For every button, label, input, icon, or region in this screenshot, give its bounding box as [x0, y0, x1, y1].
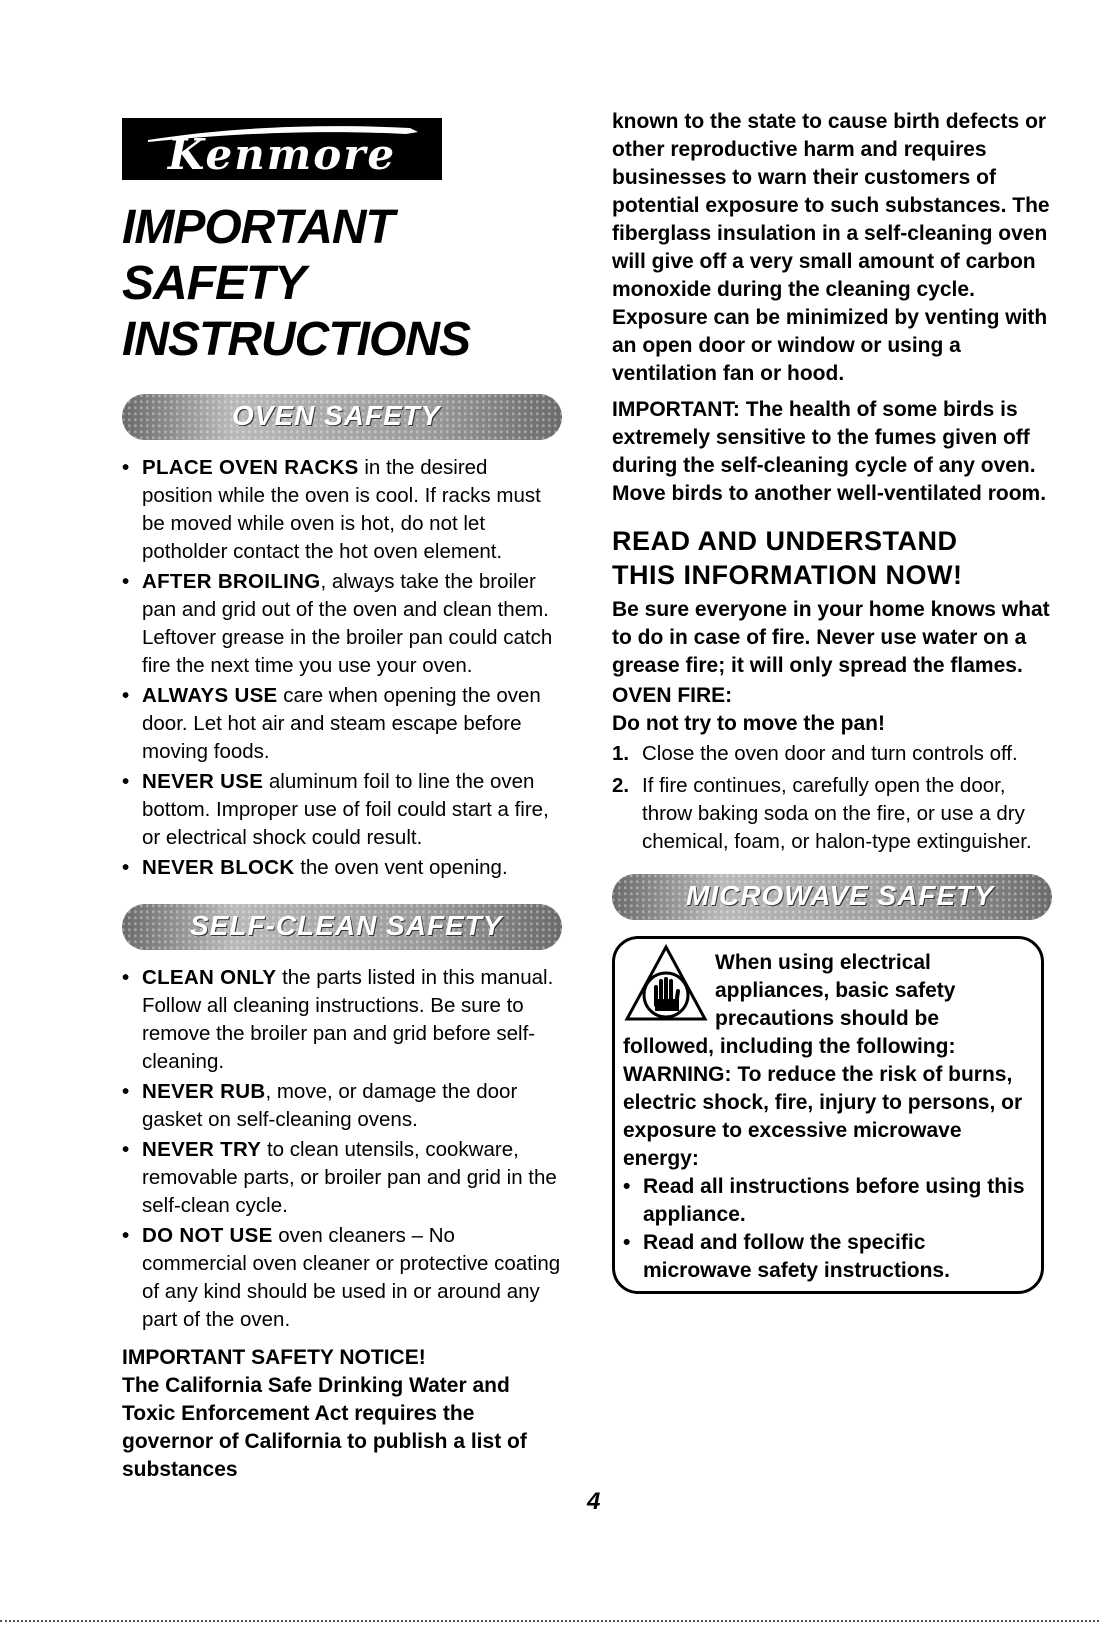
left-column: [122, 118, 562, 1484]
right-column: [612, 108, 1052, 1294]
california-notice-text: The California Safe Drinking Water and Toxic Enforcement Act requires the governor of California to publish a list of substances: [122, 1374, 527, 1481]
list-item: • NEVER BLOCK the oven vent opening.: [122, 854, 562, 882]
page-title: IMPORTANT SAFETY INSTRUCTIONS: [122, 201, 470, 366]
list-item: • ALWAYS USE care when opening the oven door. Let hot air and steam escape before moving foods.: [122, 682, 562, 766]
kenmore-logo: [122, 118, 442, 180]
list-item: • Read and follow the specific microwave safety instructions.: [623, 1229, 1027, 1285]
list-item: • NEVER TRY to clean utensils, cookware, removable parts, or broiler pan and grid in the self-clean cycle.: [122, 1136, 562, 1220]
self-clean-safety-list: [122, 964, 562, 1334]
oven-safety-list: [122, 454, 562, 882]
microwave-intro: When using electrical appliances, basic safety precautions should be followed, including the following:: [623, 951, 956, 1058]
list-item: 2. If fire continues, carefully open the door, throw baking soda on the fire, or use a dry chemical, foam, or halon-type extinguisher.: [612, 774, 1032, 853]
list-item: • PLACE OVEN RACKS in the desired position while the oven is cool. If racks must be moved while oven is hot, do not let potholder contact the hot oven element.: [122, 454, 562, 566]
microwave-warning: WARNING: To reduce the risk of burns, electric shock, fire, injury to persons, or exposure to excessive microwave energy:: [623, 1063, 1023, 1170]
self-clean-safety-banner: SELF-CLEAN SAFETY: [122, 904, 562, 950]
birds-notice: IMPORTANT: The health of some birds is extremely sensitive to the fumes given off during the self-cleaning cycle of any oven. Move birds to another well-ventilated room.: [612, 398, 1047, 505]
fire-intro: Be sure everyone in your home knows what to do in case of fire. Never use water on a grease fire; it will only spread the flames.: [612, 598, 1050, 677]
list-item: 1. Close the oven door and turn controls off.: [612, 742, 1018, 765]
logo-text: Kenmore: [167, 129, 397, 179]
list-item: • AFTER BROILING, always take the broiler pan and grid out of the oven and clean them. Leftover grease in the broiler pan could catch fire the next time you use your oven.: [122, 568, 562, 680]
fire-heading: READ AND UNDERSTAND THIS INFORMATION NOW!: [612, 526, 963, 590]
microwave-safety-banner: MICROWAVE SAFETY: [612, 874, 1052, 920]
list-item: • NEVER USE aluminum foil to line the oven bottom. Improper use of foil could start a fire, or electrical shock could result.: [122, 768, 562, 852]
list-item: • Read all instructions before using this appliance.: [623, 1173, 1027, 1229]
list-item: • CLEAN ONLY the parts listed in this manual. Follow all cleaning instructions. Be sure to remove the broiler pan and grid before self-cleaning.: [122, 964, 562, 1076]
safety-notice-title: IMPORTANT SAFETY NOTICE!: [122, 1346, 426, 1369]
logo-swoosh-icon: [148, 122, 418, 142]
oven-fire-label: OVEN FIRE:: [612, 684, 733, 707]
fire-steps: [612, 740, 1052, 856]
california-notice-continued: known to the state to cause birth defects or other reproductive harm and requires businesses to warn their customers of potential exposure to such substances. The fiberglass insulation in a self-cleaning oven will give off a very small amount of carbon monoxide during the cleaning cycle. Exposure can be minimized by venting with an open door or window or using a ventilation fan or hood.: [612, 110, 1050, 385]
list-item: • DO NOT USE oven cleaners – No commercial oven cleaner or protective coating of any kind should be used in or around any part of the oven.: [122, 1222, 562, 1334]
microwave-list: [623, 1173, 1027, 1285]
microwave-warning-box: [612, 936, 1044, 1294]
list-item: • NEVER RUB, move, or damage the door gasket on self-cleaning ovens.: [122, 1078, 562, 1134]
oven-safety-banner: OVEN SAFETY: [122, 394, 562, 440]
warning-hand-icon: [623, 943, 709, 1029]
dont-move-pan: Do not try to move the pan!: [612, 712, 885, 735]
bottom-divider: [0, 1620, 1099, 1624]
page-number: 4: [587, 1488, 601, 1515]
